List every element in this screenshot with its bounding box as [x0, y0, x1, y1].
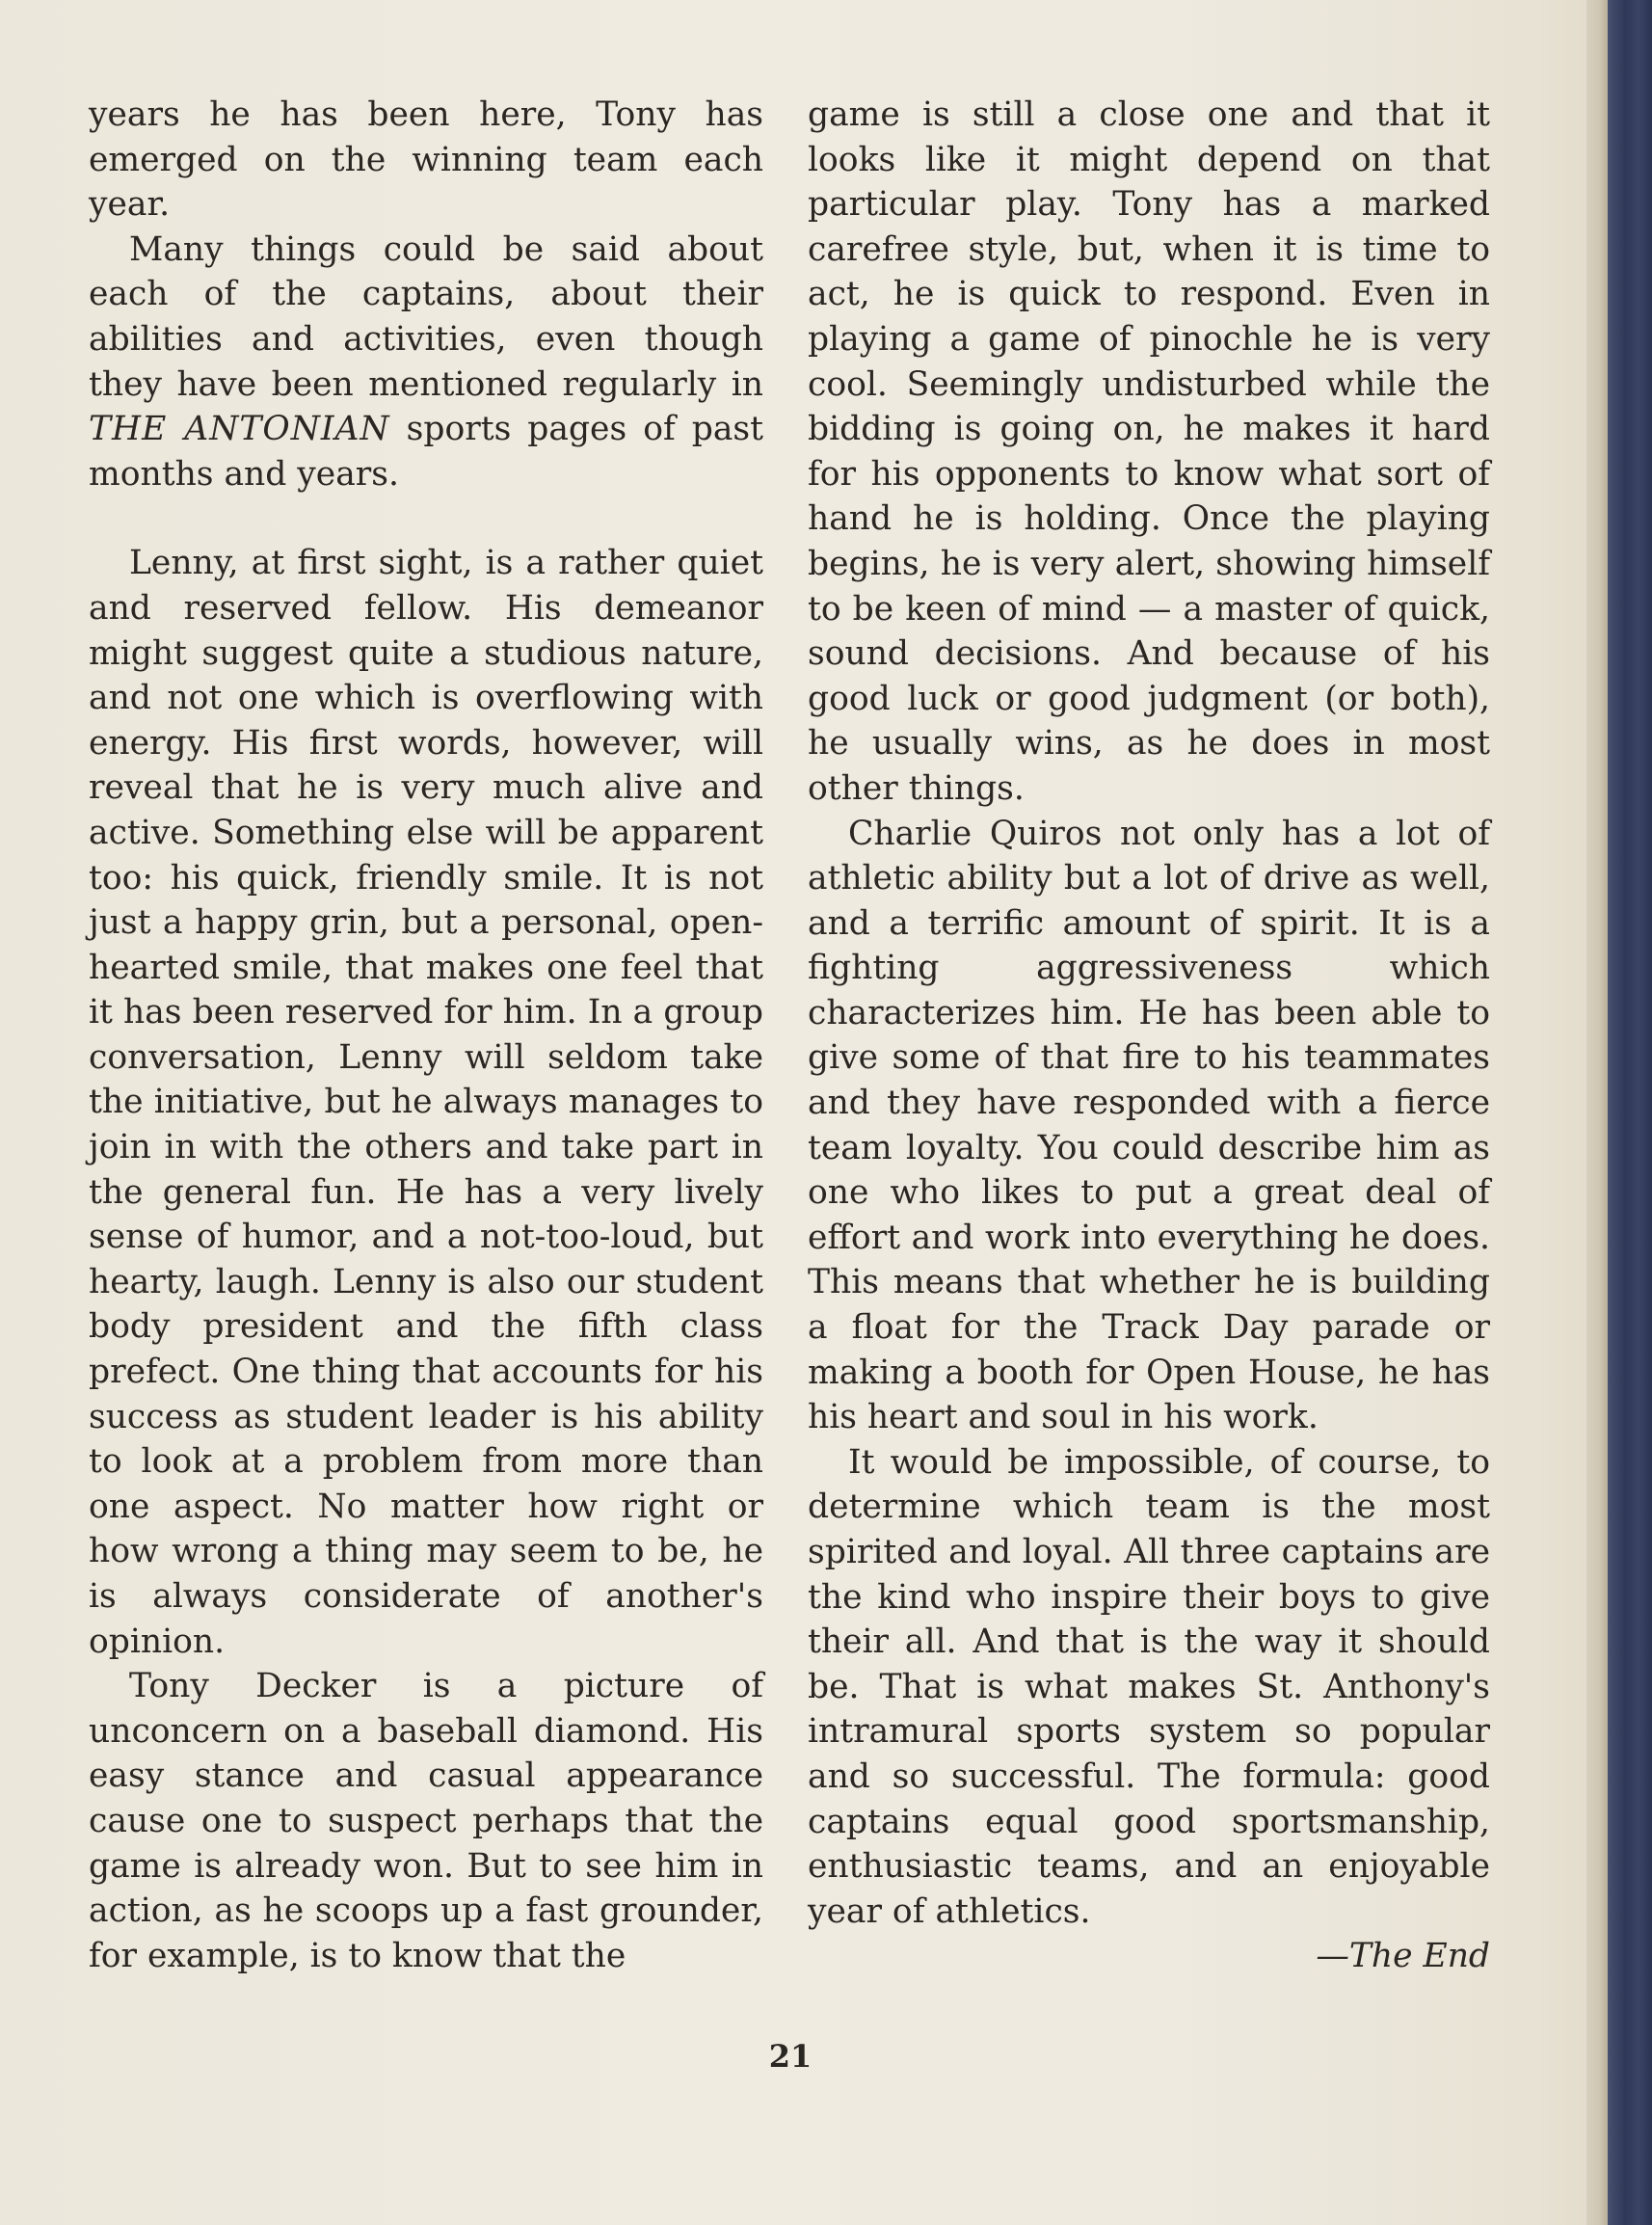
paragraph-text: sports pages of past months and years. [89, 410, 763, 494]
paragraph: It would be impossible, of course, to determine which team is the most spirited and loyal. All three captains are the kind who inspire their boys to give their all. And that is the way it should be. That is what makes St. Anthony's intramural sports system so popular and so successful. The formula: good captains equal good sportsmanship, enthusiastic teams, and an enjoyable year of athletics. [808, 1442, 1490, 1931]
paragraph: Charlie Quiros not only has a lot of athletic ability but a lot of drive as well, and a terrific amount of spirit. It is a fighting aggressiveness which characterizes him. He has been able to give some of that fire to his teammates and they have responded with a fierce team loyalty. You could describe him as one who likes to put a great deal of effort and work into everything he does. This means that whether he is building a float for the Track Day parade or making a booth for Open House, he has his heart and soul in his work. [808, 814, 1490, 1437]
binding-spine [1608, 0, 1652, 2225]
left-column [89, 93, 763, 1978]
right-column [808, 93, 1490, 1979]
paragraph: years he has been here, Tony has emerged on the winning team each year. [89, 95, 763, 225]
page-edge [1586, 0, 1608, 2225]
paragraph-text: Many things could be said about each of the captains, about their abilities and activities, even though they have been mentioned regularly in [89, 229, 763, 404]
paragraph: Tony Decker is a picture of unconcern on a baseball diamond. His easy stance and casual appearance cause one to suspect perhaps that the game is already won. But to see him in action, as he scoops up a fast grounder, for example, is to know that the [89, 1667, 763, 1975]
paragraph [89, 228, 763, 497]
paragraph: game is still a close one and that it looks like it might depend on that particular play. Tony has a marked carefree style, but, when it is time to act, he is quick to respond. Even in playing a game of pinochle he is very cool. Seemingly undisturbed while the bidding is going on, he makes it hard for his opponents to know what sort of hand he is holding. Once the playing begins, he is very alert, showing himself to be keen of mind — a master of quick, sound decisions. And because of his good luck or good judgment (or both), he usually wins, as he does in most other things. [808, 95, 1490, 808]
paragraph: Lenny, at first sight, is a rather quiet and reserved fellow. His demeanor might suggest quite a studious nature, and not one which is overflowing with energy. His first words, however, will reveal that he is very much alive and active. Something else will be apparent too: his quick, friendly smile. It is not just a happy grin, but a personal, open-hearted smile, that makes one feel that it has been reserved for him. In a group conversation, Lenny will seldom take the initiative, but he always manages to join in with the others and take part in the general fun. He has a very lively sense of humor, and a not-too-loud, but hearty, laugh. Lenny is also our student body president and the fifth class prefect. One thing that accounts for his success as student leader is his ability to look at a problem from more than one aspect. No matter how right or how wrong a thing may seem to be, he is always considerate of another's opinion. [89, 544, 763, 1661]
publication-name: THE ANTONIAN [89, 410, 390, 449]
closing-mark: —The End [1316, 1937, 1490, 1976]
page-number: 21 [768, 2038, 813, 2075]
